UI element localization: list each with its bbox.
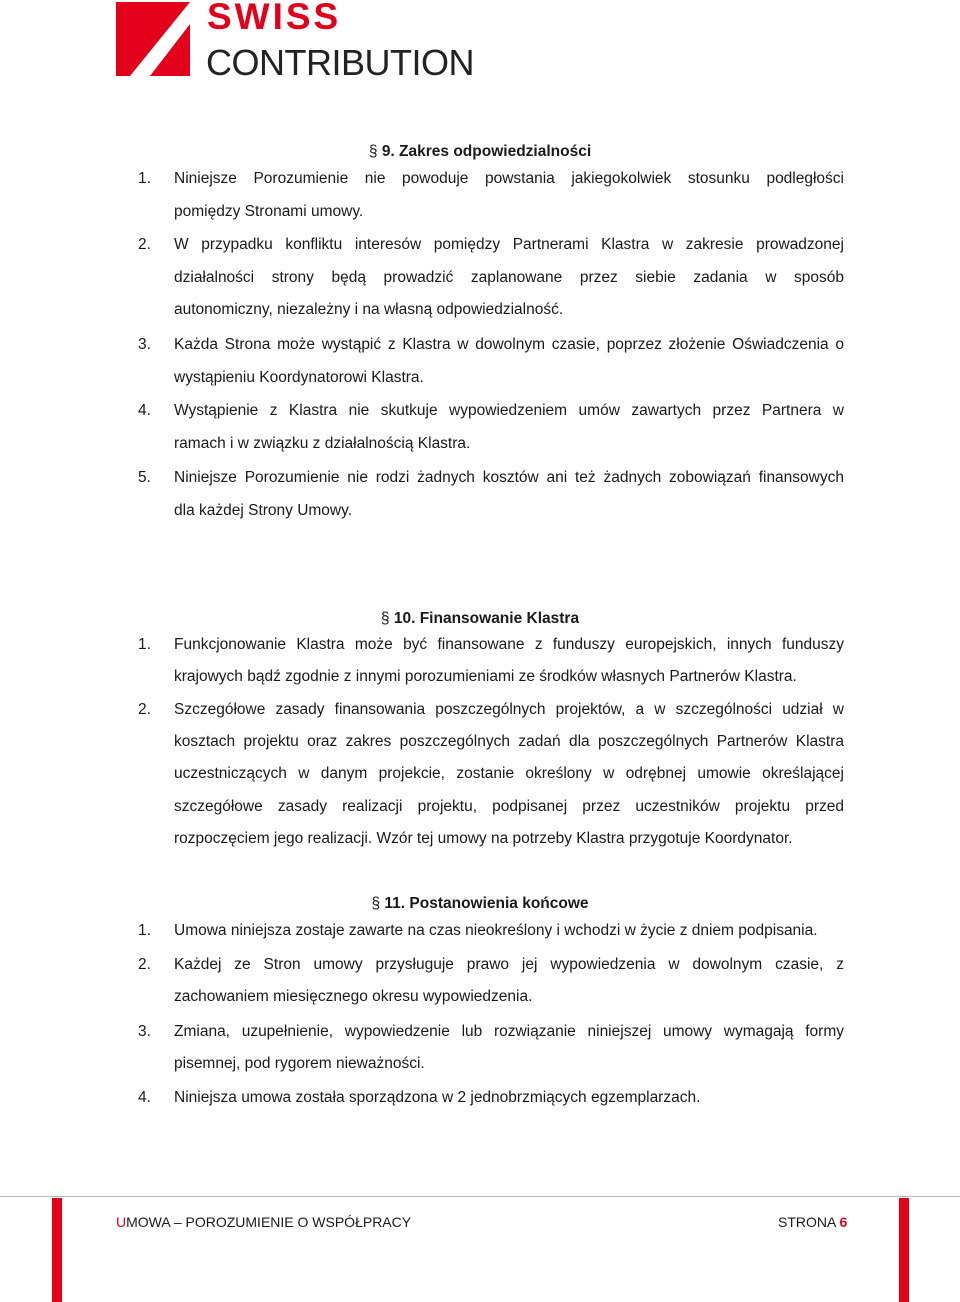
- footer-right-accent-bar: [899, 1198, 909, 1302]
- list-line: Funkcjonowanie Klastra może być finansowane z funduszy europejskich, innych funduszy: [174, 636, 844, 653]
- list-line: szczegółowe zasady realizacji projektu, podpisanej przez uczestników projektu przed: [174, 798, 844, 815]
- section-title: 9. Zakres odpowiedzialności: [381, 143, 592, 160]
- list-line: zachowaniem miesięcznego okresu wypowiedzenia.: [174, 988, 533, 1005]
- footer-title-rest: MOWA – POROZUMIENIE O WSPÓŁPRACY: [126, 1214, 412, 1230]
- list-line: pomiędzy Stronami umowy.: [174, 203, 364, 220]
- list-number: 3.: [138, 336, 151, 353]
- list-line: rozpoczęciem jego realizacji. Wzór tej umowy na potrzeby Klastra przygotuje Koordynator.: [174, 830, 793, 847]
- list-line: Każda Strona może wystąpić z Klastra w dowolnym czasie, poprzez złożenie Oświadczenia o: [174, 336, 844, 353]
- list-line: Niniejsze Porozumienie nie powoduje powstania jakiegokolwiek stosunku podległości: [174, 170, 844, 187]
- list-line: Wystąpienie z Klastra nie skutkuje wypowiedzeniem umów zawartych przez Partnera w: [174, 402, 844, 419]
- footer-page-value: 6: [839, 1214, 848, 1230]
- list-line: krajowych bądź zgodnie z innymi porozumieniami ze środków własnych Partnerów Klastra.: [174, 668, 797, 685]
- list-number: 3.: [138, 1023, 151, 1040]
- footer-page-number: [778, 1214, 847, 1230]
- section-title: 11. Postanowienia końcowe: [384, 895, 589, 912]
- list-line: kosztach projektu oraz zakres poszczególnych zadań dla poszczególnych Partnerów Klastra: [174, 733, 844, 750]
- list-line: Zmiana, uzupełnienie, wypowiedzenie lub rozwiązanie niniejszej umowy wymagają formy: [174, 1023, 844, 1040]
- footer-left-accent-bar: [52, 1198, 62, 1302]
- list-line: autonomiczny, niezależny i na własną odpowiedzialność.: [174, 301, 564, 318]
- list-line: Niniejsza umowa została sporządzona w 2 jednobrzmiących egzemplarzach.: [174, 1089, 701, 1106]
- list-number: 4.: [138, 1089, 151, 1106]
- list-line: działalności strony będą prowadzić zaplanowane przez siebie zadania w sposób: [174, 269, 844, 286]
- list-number: 4.: [138, 402, 151, 419]
- section-9-heading: [0, 143, 960, 161]
- list-number: 1.: [138, 636, 151, 653]
- logo-mark-icon: [116, 2, 190, 76]
- list-line: W przypadku konfliktu interesów pomiędzy Partnerami Klastra w zakresie prowadzonej: [174, 236, 844, 253]
- section-10-heading: [0, 610, 960, 628]
- list-number: 2.: [138, 236, 151, 253]
- list-line: dla każdej Strony Umowy.: [174, 502, 353, 519]
- list-number: 2.: [138, 701, 151, 718]
- list-line: Umowa niniejsza zostaje zawarte na czas nieokreślony i wchodzi w życie z dniem podpisania.: [174, 922, 818, 939]
- section-title: 10. Finansowanie Klastra: [393, 610, 580, 627]
- swiss-contribution-logo: [116, 2, 496, 82]
- section-symbol: §: [380, 610, 390, 627]
- list-line: wystąpieniu Koordynatorowi Klastra.: [174, 369, 424, 386]
- footer-document-title: [116, 1214, 411, 1230]
- list-number: 1.: [138, 170, 151, 187]
- list-line: Niniejsze Porozumienie nie rodzi żadnych kosztów ani też żadnych zobowiązań finansowych: [174, 469, 844, 486]
- logo-text-swiss: SWISS: [207, 0, 342, 37]
- list-number: 1.: [138, 922, 151, 939]
- footer-title-initial: U: [116, 1214, 127, 1230]
- logo-text-contribution: CONTRIBUTION: [206, 42, 474, 83]
- section-symbol: §: [368, 143, 378, 160]
- list-line: Każdej ze Stron umowy przysługuje prawo jej wypowiedzenia w dowolnym czasie, z: [174, 956, 844, 973]
- footer-divider: [0, 1196, 960, 1197]
- list-number: 5.: [138, 469, 151, 486]
- list-line: uczestniczących w danym projekcie, zostanie określony w odrębnej umowie określającej: [174, 765, 844, 782]
- list-line: ramach i w związku z działalnością Klastra.: [174, 435, 471, 452]
- list-line: Szczegółowe zasady finansowania poszczególnych projektów, a w szczególności udział w: [174, 701, 844, 718]
- list-line: pisemnej, pod rygorem nieważności.: [174, 1055, 425, 1072]
- footer-page-label: STRONA: [778, 1214, 836, 1230]
- list-number: 2.: [138, 956, 151, 973]
- section-symbol: §: [371, 895, 381, 912]
- section-11-heading: [0, 895, 960, 913]
